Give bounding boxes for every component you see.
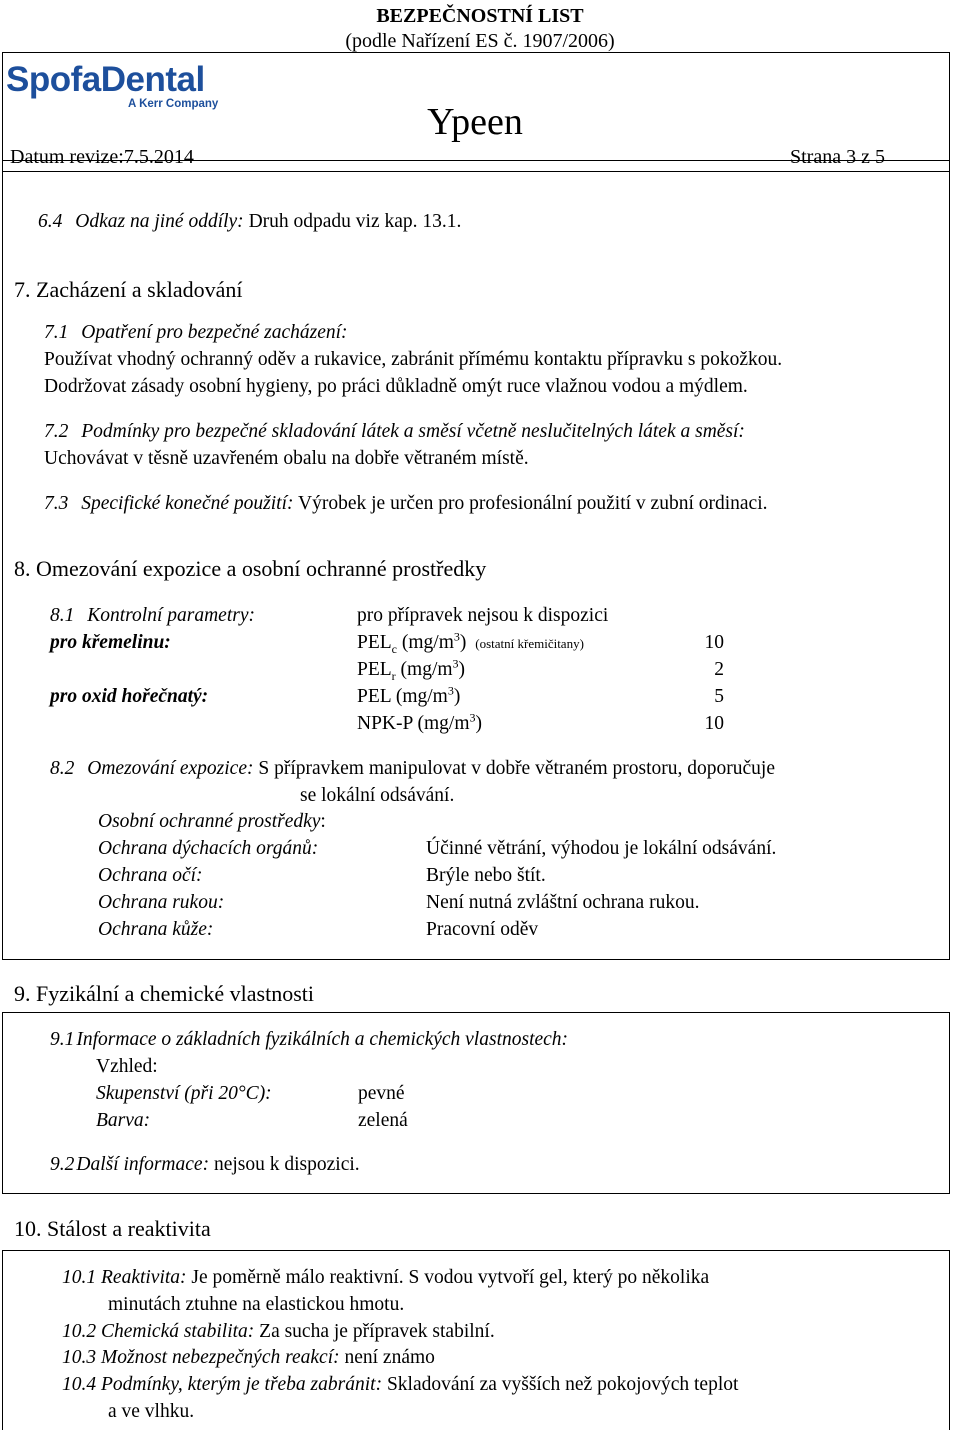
section-9-2 (50, 1153, 360, 1177)
limit-row-pel-r-superscript: 3 (452, 656, 459, 671)
section-9-1-label: Informace o základních fyzikálních a chemických vlastnostech: (76, 1029, 569, 1050)
ppe-label-hands: Ochrana rukou: (98, 892, 225, 913)
regulation-note: (podle Nařízení ES č. 1907/2006) (345, 30, 615, 52)
limit-row-pel-r-subscript: r (391, 668, 396, 683)
section-8-1-heading (50, 604, 255, 628)
section-9-1-number: 9.1 (50, 1029, 75, 1050)
section-10-1-text: Je poměrně málo reaktivní. S vodou vytvoří gel, který po několika (191, 1267, 710, 1288)
section-8-2 (50, 757, 775, 781)
ppe-heading-colon: : (320, 811, 326, 832)
section-10-1-number: 10.1 (62, 1267, 97, 1288)
limits-subject-magnesium-oxide: pro oxid hořečnatý: (50, 686, 209, 707)
section-10-title: 10. Stálost a reaktivita (14, 1216, 211, 1241)
section-8-1-label: Kontrolní parametry: (87, 605, 255, 626)
ppe-heading-text: Osobní ochranné prostředky (98, 811, 321, 832)
section-10-4 (62, 1373, 738, 1397)
section-10-3-text: není známo (344, 1347, 435, 1368)
ppe-value-eyes: Brýle nebo štít. (426, 865, 546, 886)
limit-row-pel (357, 685, 460, 709)
limit-row-npk-p-name: NPK-P (mg/m (357, 713, 470, 734)
section-7-2-number: 7.2 (44, 421, 69, 442)
limit-row-pel-value: 5 (714, 686, 724, 707)
limit-row-pel-r-value: 2 (714, 659, 724, 680)
section-6-4 (38, 210, 461, 234)
section-7-1-label: Opatření pro bezpečné zacházení: (81, 322, 348, 343)
limit-row-pel-c-unit: (mg/m (397, 632, 454, 653)
section-7-1-line1: Používat vhodný ochranný oděv a rukavice, zabránit přímému kontaktu přípravku s pokožkou. (44, 349, 783, 370)
section-10-2-number: 10.2 (62, 1321, 97, 1342)
state-label: Skupenství (při 20°C): (96, 1083, 272, 1104)
section-10-1-cont: minutách ztuhne na elastickou hmotu. (108, 1294, 405, 1315)
section-10-3-number: 10.3 (62, 1347, 97, 1368)
section-9-1-heading (50, 1028, 568, 1052)
limit-row-pel-c-subscript: c (391, 641, 397, 656)
limit-row-npk-p-superscript: 3 (469, 710, 476, 725)
page-number: Strana 3 z 5 (790, 146, 885, 168)
section-8-1-number: 8.1 (50, 605, 75, 626)
section-8-1-text: pro přípravek nejsou k dispozici (357, 605, 609, 626)
limit-row-pel-c-close: ) (459, 632, 467, 653)
section-7-1-number: 7.1 (44, 322, 69, 343)
section-7-3-label: Specifické konečné použití: (81, 493, 294, 514)
document-title: BEZPEČNOSTNÍ LIST (376, 5, 584, 27)
section-10-1-label: Reaktivita: (101, 1267, 187, 1288)
logo-spofadental: SpofaDental (6, 60, 205, 99)
ppe-heading (98, 810, 326, 834)
section-10-3 (62, 1346, 435, 1370)
section-10-2-label: Chemická stabilita: (101, 1321, 255, 1342)
section-10-2 (62, 1320, 495, 1344)
limit-row-pel-c-note: (ostatní křemičitany) (475, 636, 584, 651)
section-10-4-cont: a ve vlhku. (108, 1401, 195, 1422)
section-10-4-text: Skladování za vyšších než pokojových teplot (386, 1374, 739, 1395)
ppe-label-respiratory: Ochrana dýchacích orgánů: (98, 838, 319, 859)
section-10-3-label: Možnost nebezpečných reakcí: (101, 1347, 340, 1368)
section-10-2-text: Za sucha je přípravek stabilní. (259, 1321, 495, 1342)
section-6-4-number: 6.4 (38, 211, 63, 232)
section-6-4-text: Druh odpadu viz kap. 13.1. (248, 211, 462, 232)
section-8-2-line2: se lokální odsávání. (300, 785, 455, 806)
ppe-value-skin: Pracovní oděv (426, 919, 539, 940)
section-10-1 (62, 1266, 709, 1290)
section-8-2-number: 8.2 (50, 758, 75, 779)
limit-row-pel-r (357, 658, 465, 682)
section-9-title: 9. Fyzikální a chemické vlastnosti (14, 981, 314, 1006)
logo-kerr-company: A Kerr Company (128, 98, 219, 110)
limit-row-pel-name: PEL (mg/m (357, 686, 448, 707)
section-9-2-label: Další informace: (76, 1154, 210, 1175)
limit-row-pel-superscript: 3 (447, 683, 454, 698)
appearance-label: Vzhled: (96, 1056, 158, 1077)
product-name: Ypeen (427, 101, 523, 143)
limits-subject-diatomite: pro křemelinu: (50, 632, 171, 653)
section-8-title: 8. Omezování expozice a osobní ochranné prostředky (14, 556, 487, 581)
limit-row-pel-r-name: PEL (357, 659, 392, 680)
section-9-2-text: nejsou k dispozici. (213, 1154, 360, 1175)
section-7-1-heading (44, 321, 348, 345)
limit-row-pel-c (357, 631, 584, 656)
section-6-4-label: Odkaz na jiné oddíly: (75, 211, 244, 232)
revision-date: Datum revize:7.5.2014 (10, 146, 194, 168)
section-8-2-line1: S přípravkem manipulovat v dobře větraném prostoru, doporučuje (258, 758, 775, 779)
ppe-value-hands: Není nutná zvláštní ochrana rukou. (426, 892, 700, 913)
state-value: pevné (358, 1083, 405, 1104)
section-7-2-label: Podmínky pro bezpečné skladování látek a směsí včetně neslučitelných látek a směsí: (81, 421, 745, 442)
limit-row-pel-c-superscript: 3 (453, 629, 460, 644)
limit-row-npk-p-close: ) (475, 713, 482, 734)
limit-row-npk-p (357, 712, 482, 736)
section-7-title: 7. Zacházení a skladování (14, 277, 243, 302)
limit-row-pel-c-value: 10 (704, 632, 724, 653)
limit-row-pel-c-name: PEL (357, 632, 392, 653)
section-7-3-number: 7.3 (44, 493, 69, 514)
ppe-label-skin: Ochrana kůže: (98, 919, 214, 940)
limit-row-pel-r-close: ) (458, 659, 466, 680)
limit-row-pel-r-unit: (mg/m (395, 659, 453, 680)
section-9-2-number: 9.2 (50, 1154, 75, 1175)
section-7-2-heading (44, 420, 745, 444)
section-7-3-text: Výrobek je určen pro profesionální použití v zubní ordinaci. (298, 493, 768, 514)
color-label: Barva: (96, 1110, 151, 1131)
limit-row-pel-close: ) (453, 686, 461, 707)
color-value: zelená (358, 1110, 408, 1131)
section-10-4-number: 10.4 (62, 1374, 97, 1395)
section-7-2-text: Uchovávat v těsně uzavřeném obalu na dobře větraném místě. (44, 448, 529, 469)
ppe-label-eyes: Ochrana očí: (98, 865, 203, 886)
ppe-value-respiratory: Účinné větrání, výhodou je lokální odsávání. (426, 838, 777, 859)
section-7-1-line2: Dodržovat zásady osobní hygieny, po práci důkladně omýt ruce vlažnou vodou a mýdlem. (44, 376, 748, 397)
section-8-2-label: Omezování expozice: (87, 758, 254, 779)
section-7-3 (44, 492, 768, 516)
section-10-4-label: Podmínky, kterým je třeba zabránit: (101, 1374, 383, 1395)
limit-row-npk-p-value: 10 (704, 713, 724, 734)
